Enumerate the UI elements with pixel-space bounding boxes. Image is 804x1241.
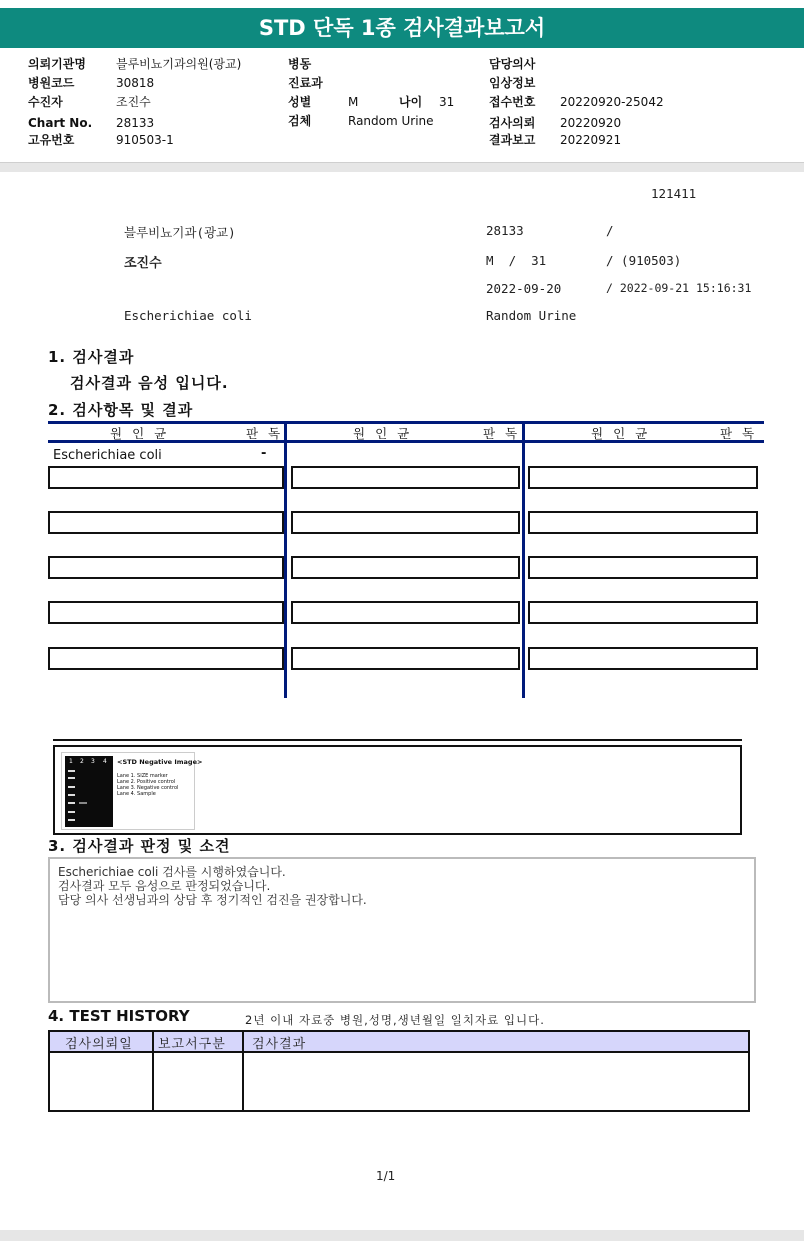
history-col-request-date: 검사의뢰일 xyxy=(65,1037,133,1052)
col-head-result-3: 판독 xyxy=(720,426,765,441)
section-1-title: 1. 검사결과 xyxy=(48,348,135,366)
header-value-unique-no: 910503-1 xyxy=(116,133,174,147)
header-label-report-date: 결과보고 xyxy=(489,133,536,147)
result-box xyxy=(528,601,758,624)
body-slash: / xyxy=(606,223,614,238)
lane-note: Lane 1. SIZE marker xyxy=(117,773,168,779)
result-box xyxy=(528,647,758,670)
header-label-hospital-code: 병원코드 xyxy=(28,76,75,90)
body-birth: / (910503) xyxy=(606,253,682,268)
history-col-divider xyxy=(152,1032,154,1110)
result-box xyxy=(528,556,758,579)
section-2-title: 2. 검사항목 및 결과 xyxy=(48,401,194,419)
header-value-patient: 조진수 xyxy=(116,95,151,109)
result-box xyxy=(48,511,284,534)
comment-line: Escherichiae coli 검사를 시행하였습니다. xyxy=(58,865,286,879)
gel-band xyxy=(68,770,75,772)
gel-band xyxy=(68,794,75,796)
header-label-request-date: 검사의뢰 xyxy=(489,116,536,130)
header-value-hospital-code: 30818 xyxy=(116,76,155,90)
history-col-report-type: 보고서구분 xyxy=(158,1037,226,1052)
gel-image-frame xyxy=(53,745,742,835)
body-specimen: Random Urine xyxy=(486,308,577,323)
header-label-receipt-no: 접수번호 xyxy=(489,95,536,109)
header-value-request-date: 20220920 xyxy=(560,116,622,130)
result-box xyxy=(291,601,520,624)
header-label-specimen: 검체 xyxy=(288,114,312,128)
gel-band xyxy=(68,811,75,813)
history-table-header xyxy=(50,1032,748,1053)
gel-band-positive xyxy=(79,802,87,804)
result-box xyxy=(48,601,284,624)
gel-band xyxy=(68,777,75,779)
header-label-patient: 수진자 xyxy=(28,95,63,109)
result-value: - xyxy=(261,446,267,461)
lane-number: 3 xyxy=(91,758,95,765)
lane-number: 1 xyxy=(69,758,73,765)
header-label-institution: 의뢰기관명 xyxy=(28,57,86,71)
header-value-report-date: 20220921 xyxy=(560,133,622,147)
body-reported-datetime: / 2022-09-21 15:16:31 xyxy=(606,281,752,295)
result-box xyxy=(528,511,758,534)
header-label-clinical-info: 임상정보 xyxy=(489,76,536,90)
body-sex-age: M / 31 xyxy=(486,253,547,268)
gel-image-title: <STD Negative Image> xyxy=(117,758,203,766)
lane-note: Lane 2. Positive control xyxy=(117,779,176,785)
header-divider xyxy=(0,162,804,172)
body-organism: Escherichiae coli xyxy=(124,308,252,323)
results-grid-divider-1 xyxy=(284,421,287,698)
result-box xyxy=(48,556,284,579)
image-separator xyxy=(53,739,742,741)
header-value-sex: M xyxy=(348,95,359,109)
header-label-sex: 성별 xyxy=(288,95,312,109)
result-box xyxy=(48,466,284,489)
result-box xyxy=(528,466,758,489)
history-col-result: 검사결과 xyxy=(252,1037,307,1052)
body-patient-name: 조진수 xyxy=(124,256,162,271)
header-value-specimen: Random Urine xyxy=(348,114,434,128)
header-label-unique-no: 고유번호 xyxy=(28,133,75,147)
lane-note: Lane 4. Sample xyxy=(117,791,156,797)
col-head-pathogen-3: 원인균 xyxy=(591,426,658,441)
comment-box xyxy=(48,857,756,1003)
gel-image xyxy=(61,752,203,830)
result-box xyxy=(291,556,520,579)
test-history-table xyxy=(48,1030,750,1112)
header-value-receipt-no: 20220920-25042 xyxy=(560,95,664,109)
header-label-chart-no: Chart No. xyxy=(28,116,93,130)
header-value-age: 31 xyxy=(439,95,455,109)
header-value-chart-no: 28133 xyxy=(116,116,155,130)
comment-line: 검사결과 모두 음성으로 판정되었습니다. xyxy=(58,879,271,893)
report-code: 121411 xyxy=(651,186,697,201)
section-1-result-text: 검사결과 음성 입니다. xyxy=(70,374,229,392)
gel-lanes xyxy=(65,756,113,827)
section-3-title: 3. 검사결과 판정 및 소견 xyxy=(48,837,231,855)
gel-band xyxy=(68,819,75,821)
col-head-pathogen-2: 원인균 xyxy=(353,426,420,441)
col-head-pathogen-1: 원인균 xyxy=(110,426,177,441)
body-hospital: 블루비뇨기과(광교) xyxy=(124,225,236,240)
results-grid-divider-2 xyxy=(522,421,525,698)
section-4-title: 4. TEST HISTORY xyxy=(48,1007,190,1025)
footer-strip xyxy=(0,1230,804,1241)
lane-note: Lane 3. Negative control xyxy=(117,785,179,791)
history-note: 2년 이내 자료중 병원,성명,생년월일 일치자료 입니다. xyxy=(245,1013,545,1027)
header-label-doctor: 담당의사 xyxy=(489,57,536,71)
header-label-age: 나이 xyxy=(399,95,423,109)
col-head-result-2: 판독 xyxy=(483,426,528,441)
gel-band xyxy=(68,802,75,804)
result-pathogen-name: Escherichiae coli xyxy=(53,448,162,463)
lane-number: 4 xyxy=(103,758,107,765)
result-box xyxy=(291,647,520,670)
page-number: 1/1 xyxy=(376,1169,396,1183)
header-value-institution: 블루비뇨기과의원(광교) xyxy=(116,57,242,71)
body-chart-no: 28133 xyxy=(486,223,524,238)
comment-line: 담당 의사 선생님과의 상담 후 정기적인 검진을 권장합니다. xyxy=(58,893,367,907)
col-head-result-1: 판독 xyxy=(246,426,291,441)
header-label-ward: 병동 xyxy=(288,57,312,71)
result-box xyxy=(48,647,284,670)
header-label-department: 진료과 xyxy=(288,76,323,90)
gel-band xyxy=(68,786,75,788)
body-received-date: 2022-09-20 xyxy=(486,281,562,296)
lane-number: 2 xyxy=(80,758,84,765)
result-box xyxy=(291,466,520,489)
report-title: STD 단독 1종 검사결과보고서 xyxy=(0,8,804,48)
history-col-divider xyxy=(242,1032,244,1110)
result-box xyxy=(291,511,520,534)
